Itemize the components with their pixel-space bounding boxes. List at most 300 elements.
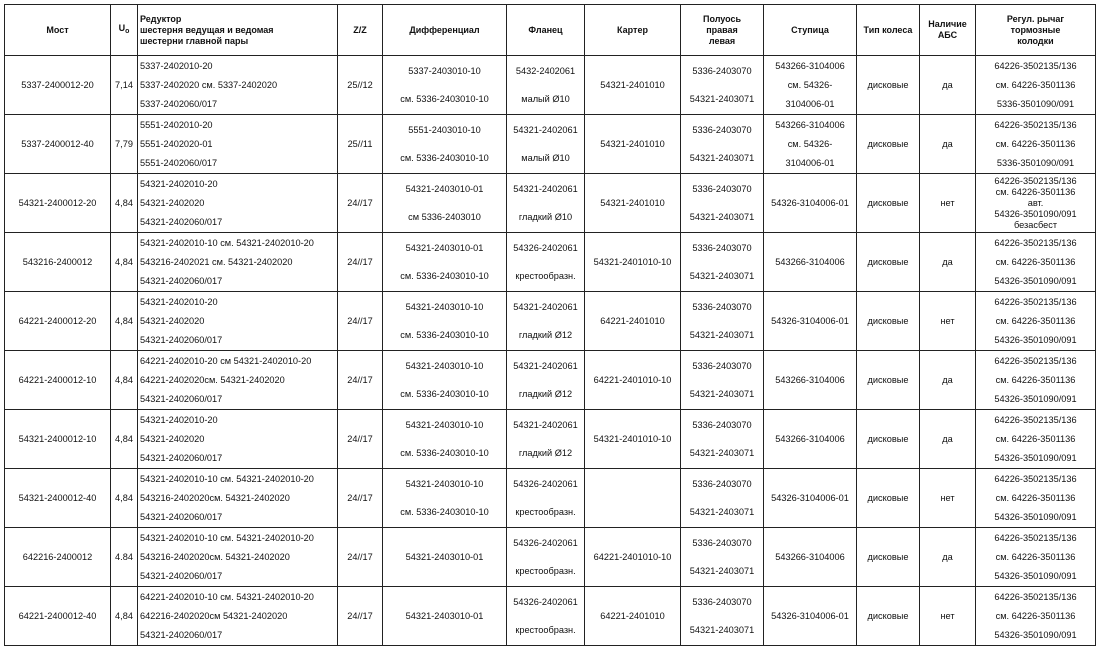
cell-axle [5,174,111,233]
cell-brake-lever-text: см. 64226-3501136 [995,551,1076,562]
cell-brake-lever [976,469,1096,528]
cell-flange [507,56,585,115]
cell-ratio-content [111,292,137,350]
cell-ratio-content [111,528,137,586]
table-row [5,56,1096,115]
cell-abs-text: да [942,80,953,90]
cell-brake-lever-content [976,292,1095,350]
cell-half-shaft-text: 5336-2403070 [692,184,752,194]
cell-hub-text: 54326-3104006-01 [771,493,849,503]
cell-housing-content [585,469,680,527]
cell-brake-lever-text: см. 64226-3501136 [995,79,1076,90]
cell-axle [5,587,111,646]
cell-axle [5,115,111,174]
cell-ratio-text: 4,84 [115,493,133,503]
cell-housing [585,174,681,233]
cell-gearbox [138,351,338,410]
cell-half-shaft-content [681,292,763,350]
cell-half-shaft-text: 5336-2403070 [692,597,752,607]
cell-abs [920,56,976,115]
cell-wheel-type [857,587,920,646]
cell-brake-lever-content [976,56,1095,114]
cell-flange-text: 54321-2402061 [513,361,578,371]
cell-differential-text: см. 5336-2403010-10 [400,389,489,399]
cell-flange-content [507,410,584,468]
cell-brake-lever-text: 54326-3501090/091 [994,452,1077,463]
cell-zz [338,233,383,292]
cell-zz-text: 24//17 [347,316,373,326]
cell-gearbox-content [138,174,337,232]
cell-wheel-type-content [857,351,919,409]
cell-hub [764,292,857,351]
cell-flange [507,292,585,351]
cell-housing-text: 54321-2401010 [600,198,665,208]
cell-axle-content [5,233,110,291]
table-row [5,115,1096,174]
cell-brake-lever-text: см. 64226-3501136 [995,374,1076,385]
cell-differential-text: 54321-2403010-01 [405,184,484,194]
cell-brake-lever-text: 64226-3502135/136 [994,592,1077,603]
cell-brake-lever [976,587,1096,646]
cell-half-shaft-text: 54321-2403071 [689,507,755,517]
cell-housing-content [585,410,680,468]
table-header [5,5,1096,56]
table-row [5,233,1096,292]
cell-hub-text: 54326-3104006-01 [771,198,849,208]
cell-housing-content [585,174,680,232]
cell-ratio-text: 7,79 [115,139,133,149]
cell-abs [920,469,976,528]
cell-zz [338,528,383,587]
cell-axle-text: 54321-2400012-40 [18,493,97,503]
cell-axle-text: 64221-2400012-40 [18,611,97,621]
cell-flange [507,410,585,469]
cell-zz-text: 25//11 [347,139,373,149]
cell-brake-lever-text: безасбест [1013,220,1058,231]
cell-gearbox-text: 543216-2402020см. 54321-2402020 [140,492,290,503]
cell-abs-content [920,233,975,291]
cell-wheel-type-content [857,292,919,350]
cell-housing [585,528,681,587]
header-half-shaft-1: Полуось [702,13,742,24]
cell-brake-lever-text: 54326-3501090/091 [994,511,1077,522]
cell-brake-lever [976,233,1096,292]
cell-wheel-type-text: дисковые [867,493,909,503]
header-gearbox-title: Редуктор [140,13,182,24]
cell-zz-content [338,233,382,291]
header-wheel-type: Тип колеса [857,5,920,56]
cell-ratio [111,56,138,115]
table-row [5,351,1096,410]
cell-housing-text: 64221-2401010 [600,316,665,326]
cell-housing-content [585,115,680,173]
header-gearbox-sub1: шестерня ведущая и ведомая [140,24,274,35]
cell-differential-text: 54321-2403010-10 [405,479,484,489]
cell-differential-content [383,410,506,468]
cell-hub-text: 543266-3104006 [775,375,845,385]
cell-flange-content [507,469,584,527]
cell-differential-content [383,174,506,232]
cell-wheel-type-content [857,174,919,232]
cell-hub-content [764,115,856,173]
cell-brake-lever-text: 54326-3501090/091 [994,570,1077,581]
cell-ratio [111,115,138,174]
cell-abs [920,174,976,233]
cell-brake-lever-content [976,410,1095,468]
cell-differential-text: см. 5336-2403010-10 [400,271,489,281]
cell-axle-text: 64221-2400012-10 [18,375,97,385]
cell-flange-text: 5432-2402061 [515,66,576,76]
cell-wheel-type [857,292,920,351]
cell-half-shaft-text: 54321-2403071 [689,94,755,104]
cell-differential-content [383,469,506,527]
cell-differential-text: 54321-2403010-01 [405,611,484,621]
header-brake-lever-2: тормозные [1010,24,1061,35]
cell-differential-content [383,351,506,409]
cell-gearbox-text: 543216-2402021 см. 54321-2402020 [140,256,293,267]
cell-half-shaft [681,56,764,115]
cell-gearbox-text: 54321-2402010-10 см. 54321-2402010-20 [140,238,314,249]
cell-half-shaft-text: 54321-2403071 [689,566,755,576]
cell-abs-content [920,292,975,350]
cell-brake-lever-text: 64226-3502135/136 [994,175,1077,186]
cell-differential [383,528,507,587]
cell-zz [338,351,383,410]
cell-flange-text: крестообразн. [515,507,576,517]
cell-differential-text: 54321-2403010-01 [405,243,484,253]
cell-zz-text: 24//17 [347,198,373,208]
cell-flange-text: 54326-2402061 [513,538,578,548]
cell-half-shaft [681,469,764,528]
cell-half-shaft [681,410,764,469]
cell-brake-lever-text: см. 64226-3501136 [995,433,1076,444]
cell-hub [764,528,857,587]
cell-differential-text: 5551-2403010-10 [408,125,481,135]
cell-gearbox-text: 5551-2402010-20 [140,120,213,131]
cell-hub-content [764,56,856,114]
cell-ratio-text: 4,84 [115,257,133,267]
cell-abs-content [920,174,975,232]
cell-differential-text: см. 5336-2403010-10 [400,330,489,340]
table-row [5,410,1096,469]
cell-gearbox-text: 54321-2402060/017 [140,629,223,640]
cell-hub-content [764,351,856,409]
cell-gearbox-text: 54321-2402060/017 [140,393,223,404]
cell-gearbox-content [138,410,337,468]
cell-flange-text: гладкий Ø12 [518,448,573,458]
cell-flange [507,233,585,292]
cell-axle [5,351,111,410]
table-row [5,292,1096,351]
cell-brake-lever-content [976,233,1095,291]
cell-flange-text: малый Ø10 [521,153,570,163]
cell-zz-text: 24//17 [347,257,373,267]
cell-flange-content [507,56,584,114]
cell-abs [920,233,976,292]
cell-half-shaft-content [681,56,763,114]
cell-wheel-type-text: дисковые [867,139,909,149]
cell-wheel-type-text: дисковые [867,552,909,562]
cell-differential-text: 54321-2403010-10 [405,361,484,371]
cell-half-shaft-text: 5336-2403070 [692,420,752,430]
cell-gearbox-content [138,233,337,291]
cell-wheel-type [857,469,920,528]
cell-half-shaft-content [681,351,763,409]
cell-brake-lever-text: см. 64226-3501136 [995,610,1076,621]
cell-half-shaft [681,292,764,351]
cell-hub-text: см. 54326- [787,79,833,90]
cell-differential-content [383,56,506,114]
cell-housing-text: 64221-2401010-10 [593,375,672,385]
cell-brake-lever-text: 5336-3501090/091 [996,157,1075,168]
cell-zz-content [338,56,382,114]
cell-hub-content [764,292,856,350]
cell-differential [383,233,507,292]
cell-hub-text: см. 54326- [787,138,833,149]
cell-hub-text: 543266-3104006 [775,257,845,267]
cell-axle-content [5,587,110,645]
cell-wheel-type-content [857,587,919,645]
cell-ratio-content [111,410,137,468]
cell-hub-text: 54326-3104006-01 [771,316,849,326]
cell-housing-content [585,233,680,291]
cell-ratio-text: 4.84 [115,552,133,562]
cell-differential-content [383,233,506,291]
cell-gearbox [138,115,338,174]
cell-axle-text: 64221-2400012-20 [18,316,97,326]
cell-brake-lever-text: 64226-3502135/136 [994,474,1077,485]
cell-zz-text: 24//17 [347,552,373,562]
cell-differential-content [383,587,506,645]
cell-wheel-type-text: дисковые [867,375,909,385]
cell-housing-text: 64221-2401010 [600,611,665,621]
cell-abs-content [920,587,975,645]
cell-zz [338,587,383,646]
cell-hub [764,115,857,174]
cell-gearbox-text: 54321-2402060/017 [140,452,223,463]
cell-ratio-text: 4,84 [115,611,133,621]
cell-brake-lever-content [976,528,1095,586]
cell-gearbox-text: 54321-2402060/017 [140,216,223,227]
cell-differential [383,469,507,528]
table-row [5,528,1096,587]
cell-brake-lever-text: 54326-3501090/091 [994,334,1077,345]
cell-half-shaft-content [681,174,763,232]
cell-half-shaft [681,528,764,587]
cell-wheel-type-content [857,528,919,586]
cell-brake-lever-text: 64226-3502135/136 [994,61,1077,72]
cell-abs [920,115,976,174]
table-body [5,56,1096,646]
table-row [5,469,1096,528]
parts-sheet [4,4,1095,646]
cell-flange [507,174,585,233]
table-row [5,587,1096,646]
cell-axle [5,469,111,528]
cell-axle-text: 642216-2400012 [22,552,93,562]
cell-flange-text: 54321-2402061 [513,302,578,312]
cell-housing [585,292,681,351]
cell-hub-text: 543266-3104006 [775,120,845,131]
cell-zz-text: 24//17 [347,434,373,444]
cell-differential-text: 54321-2403010-10 [405,302,484,312]
cell-axle-content [5,351,110,409]
cell-flange-text: 54321-2402061 [513,184,578,194]
cell-flange [507,587,585,646]
cell-housing [585,115,681,174]
cell-axle [5,292,111,351]
cell-ratio-content [111,351,137,409]
cell-flange-content [507,587,584,645]
cell-wheel-type [857,56,920,115]
cell-gearbox-text: 64221-2402010-20 см 54321-2402010-20 [140,356,312,367]
cell-hub-content [764,528,856,586]
cell-ratio [111,587,138,646]
cell-brake-lever [976,174,1096,233]
cell-hub-text: 3104006-01 [785,157,835,168]
cell-flange-content [507,233,584,291]
cell-gearbox-text: 54321-2402020 [140,315,205,326]
cell-half-shaft-text: 54321-2403071 [689,330,755,340]
cell-half-shaft-content [681,410,763,468]
cell-axle-text: 543216-2400012 [22,257,93,267]
cell-gearbox-content [138,292,337,350]
cell-flange-text: 54321-2402061 [513,125,578,135]
cell-abs-text: нет [940,198,955,208]
cell-gearbox-text: 54321-2402010-20 [140,297,218,308]
cell-differential-content [383,528,506,586]
cell-ratio-text: 7,14 [115,80,133,90]
cell-half-shaft-content [681,587,763,645]
cell-ratio-text: 4,84 [115,375,133,385]
cell-brake-lever-text: 54326-3501090/091 [994,393,1077,404]
cell-gearbox-text: 54321-2402060/017 [140,275,223,286]
cell-abs [920,410,976,469]
cell-differential-content [383,292,506,350]
cell-gearbox-content [138,56,337,114]
cell-abs-text: нет [940,493,955,503]
cell-zz-content [338,587,382,645]
cell-axle-text: 5337-2400012-40 [21,139,94,149]
cell-zz-content [338,528,382,586]
cell-wheel-type-content [857,56,919,114]
cell-gearbox [138,56,338,115]
cell-flange [507,115,585,174]
cell-brake-lever-text: 54326-3501090/091 [994,275,1077,286]
cell-zz-content [338,115,382,173]
cell-differential-text: 54321-2403010-10 [405,420,484,430]
cell-hub-content [764,587,856,645]
cell-wheel-type-content [857,469,919,527]
cell-gearbox-text: 64221-2402010-10 см. 54321-2402010-20 [140,592,314,603]
cell-gearbox-text: 54321-2402020 [140,433,205,444]
cell-zz [338,410,383,469]
cell-gearbox-text: 5337-2402060/017 [140,98,218,109]
cell-hub [764,587,857,646]
cell-flange-text: крестообразн. [515,625,576,635]
cell-wheel-type-content [857,410,919,468]
cell-differential [383,56,507,115]
header-axle: Мост [5,5,111,56]
cell-gearbox-text: 5551-2402060/017 [140,157,218,168]
cell-half-shaft-text: 54321-2403071 [689,448,755,458]
cell-wheel-type [857,410,920,469]
cell-gearbox-content [138,115,337,173]
cell-ratio-text: 4,84 [115,316,133,326]
cell-gearbox [138,233,338,292]
cell-gearbox-content [138,528,337,586]
cell-abs [920,351,976,410]
cell-wheel-type-text: дисковые [867,257,909,267]
cell-ratio [111,351,138,410]
cell-half-shaft-text: 54321-2403071 [689,271,755,281]
cell-differential [383,292,507,351]
cell-housing-content [585,292,680,350]
cell-abs [920,587,976,646]
cell-housing-content [585,528,680,586]
cell-abs [920,528,976,587]
cell-wheel-type-text: дисковые [867,80,909,90]
cell-hub [764,233,857,292]
cell-hub [764,351,857,410]
cell-zz [338,469,383,528]
cell-half-shaft [681,587,764,646]
cell-wheel-type-text: дисковые [867,611,909,621]
cell-flange-text: 54326-2402061 [513,243,578,253]
cell-flange-text: гладкий Ø10 [518,212,573,222]
header-ratio-subscript: o [125,28,130,35]
header-housing: Картер [585,5,681,56]
cell-housing [585,410,681,469]
cell-axle-content [5,115,110,173]
cell-gearbox-text: 54321-2402060/017 [140,570,223,581]
cell-wheel-type [857,233,920,292]
cell-brake-lever-text: см. 64226-3501136 [995,256,1076,267]
cell-abs-content [920,115,975,173]
cell-gearbox [138,410,338,469]
cell-differential [383,351,507,410]
cell-brake-lever-content [976,174,1095,232]
cell-axle-text: 5337-2400012-20 [21,80,94,90]
cell-half-shaft-content [681,233,763,291]
cell-flange [507,528,585,587]
cell-abs-text: да [942,257,953,267]
cell-zz-content [338,410,382,468]
cell-brake-lever-text: 54326-3501090/091 [994,209,1077,220]
cell-gearbox [138,528,338,587]
cell-flange-content [507,528,584,586]
cell-half-shaft-text: 5336-2403070 [692,66,752,76]
cell-abs-text: да [942,434,953,444]
cell-zz-text: 24//17 [347,493,373,503]
cell-flange-text: крестообразн. [515,566,576,576]
cell-half-shaft-content [681,469,763,527]
cell-half-shaft-text: 54321-2403071 [689,389,755,399]
cell-brake-lever-text: 5336-3501090/091 [996,98,1075,109]
cell-half-shaft-text: 5336-2403070 [692,243,752,253]
cell-brake-lever-text: см. 64226-3501136 [995,186,1076,197]
cell-differential-text: 54321-2403010-01 [405,552,484,562]
cell-housing-text: 54321-2401010 [600,80,665,90]
cell-ratio [111,410,138,469]
cell-axle-text: 54321-2400012-10 [18,434,97,444]
cell-half-shaft-text: 5336-2403070 [692,479,752,489]
cell-abs-content [920,528,975,586]
cell-flange-content [507,351,584,409]
cell-housing [585,351,681,410]
cell-flange-text: гладкий Ø12 [518,330,573,340]
cell-brake-lever-text: авт. [1027,197,1044,208]
